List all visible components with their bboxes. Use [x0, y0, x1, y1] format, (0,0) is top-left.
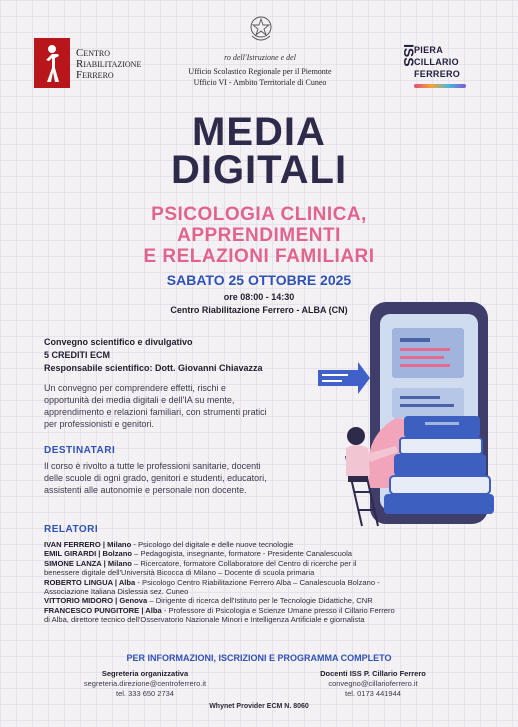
ministry-label: ro dell'Istruzione e del — [224, 53, 296, 62]
destinatari-text — [44, 460, 334, 496]
scientific-manager: Responsabile scientifico: Dott. Giovanni Chiavazza — [44, 363, 263, 373]
event-date: SABATO 25 OTTOBRE 2025 — [166, 272, 352, 288]
iss-color-bar — [414, 84, 466, 88]
iss-name — [414, 44, 460, 80]
speaker-role: – Pedagogista, insegnante, formatore - Presidente Canalescuola — [132, 549, 352, 559]
usr-line-2: Ufficio VI - Ambito Territoriale di Cuneo — [193, 78, 327, 87]
contact-title: Segreteria organizzativa — [101, 669, 189, 678]
cr-name-line: Ferrero — [76, 69, 114, 81]
speaker-role: – Dirigente di ricerca dell'Istituto per le Tecnologie Didattiche, CNR — [147, 596, 373, 606]
speaker-role-cont: benessere digitale dell'Università Bicocca di Milano – Docente di scuola primaria — [44, 568, 315, 578]
info-heading: PER INFORMAZIONI, ISCRIZIONI E PROGRAMMA COMPLETO — [126, 653, 392, 663]
speaker-entry — [44, 540, 474, 549]
speaker-name: IVAN FERRERO | Milano — [44, 540, 132, 549]
contact-title: Docenti ISS P. Cillario Ferrero — [320, 669, 426, 678]
iss-mark-text: ISS — [401, 44, 417, 67]
destinatari-heading: DESTINATARI — [44, 445, 116, 456]
speaker-name: ROBERTO LINGUA | Alba — [44, 577, 136, 587]
digital-media-illustration — [300, 298, 505, 538]
iss-logo — [393, 42, 417, 90]
description — [44, 382, 334, 430]
cr-name-line: Centro — [76, 47, 111, 59]
iss-name-line: PIERA — [414, 45, 444, 55]
event-hours: ore 08:00 - 14:30 — [223, 292, 295, 302]
iss-name-line: FERRERO — [414, 69, 461, 79]
destinatari-line: assistenti alle autonomie e personale non docente. — [44, 485, 247, 495]
description-line: per professionisti e genitori. — [44, 419, 155, 429]
ecm-provider: Whynet Provider ECM N. 8060 — [209, 703, 309, 710]
description-line: opportunità dei media digitali e dell'IA su mente, — [44, 395, 235, 405]
event-venue: Centro Riabilitazione Ferrero - ALBA (CN) — [170, 305, 348, 315]
speaker-entry — [44, 606, 474, 625]
speaker-role: - Psicologo Centro Riabilitazione Ferrero Alba – Canalescuola Bolzano - — [135, 577, 380, 587]
subtitle-line-1: PSICOLOGIA CLINICA, — [151, 204, 367, 225]
contact-email[interactable]: convegno@cillarioferrero.it — [328, 679, 418, 688]
speaker-role-cont: di Alba, direttore tecnico dell'Osservatorio Nazionale Minori e Intelligenza Artificiale e giornalista — [44, 615, 365, 625]
cr-name-line: Riabilitazione — [76, 58, 142, 70]
description-line: apprendimento e relazioni familiari, con strumenti pratici — [44, 407, 267, 417]
speaker-entry — [44, 549, 474, 558]
subtitle-line-2: APPRENDIMENTI — [177, 225, 341, 246]
relatori-heading: RELATORI — [44, 524, 99, 535]
contact-phone[interactable]: tel. 0173 441944 — [345, 689, 401, 698]
ecm-credits: 5 CREDITI ECM — [44, 350, 111, 360]
speaker-entry — [44, 596, 474, 605]
contact-segreteria — [60, 669, 230, 699]
speaker-name: EMIL GIRARDI | Bolzano — [44, 549, 133, 559]
speaker-role-cont: Associazione Italiana Dislessia sez. Cuneo — [44, 587, 189, 597]
description-line: Un convegno per comprendere effetti, rischi e — [44, 383, 226, 393]
person-figure-icon — [44, 44, 60, 84]
subtitle-line-3: E RELAZIONI FAMILIARI — [143, 246, 375, 267]
contact-phone[interactable]: tel. 333 650 2734 — [116, 689, 174, 698]
speaker-role: - Psicologo del digitale e delle nuove tecnologie — [131, 540, 294, 549]
arrow-icon — [318, 362, 370, 394]
destinatari-line: Il corso è rivolto a tutte le professioni sanitarie, docenti — [44, 461, 261, 471]
speaker-list — [44, 540, 474, 625]
speaker-entry — [44, 559, 474, 578]
speaker-name: VITTORIO MIDORO | Genova — [44, 596, 148, 606]
destinatari-line: delle scuole di ogni grado, genitori e studenti, educatori, — [44, 473, 267, 483]
event-type: Convegno scientifico e divulgativo — [44, 337, 193, 347]
speaker-role: - Professore di Psicologia e Scienze Umane presso il Cillario Ferrero — [161, 605, 395, 615]
speaker-entry — [44, 578, 474, 597]
contact-docenti — [288, 669, 458, 699]
title-line-1: MEDIA — [192, 110, 326, 154]
speaker-name: FRANCESCO PUNGITORE | Alba — [44, 605, 162, 615]
centro-ferrero-name — [76, 48, 141, 81]
iss-name-line: CILLARIO — [414, 57, 459, 67]
speaker-role: – Ricercatore, formatore Collaboratore del Centro di ricerche per il — [131, 558, 357, 568]
usr-line-1: Ufficio Scolastico Regionale per il Piemonte — [188, 67, 332, 76]
contact-email[interactable]: segreteria.direzione@centroferrero.it — [83, 679, 207, 688]
speaker-name: SIMONE LANZA | Milano — [44, 558, 132, 568]
title-line-2: DIGITALI — [170, 148, 348, 192]
republic-emblem-icon — [249, 14, 273, 44]
